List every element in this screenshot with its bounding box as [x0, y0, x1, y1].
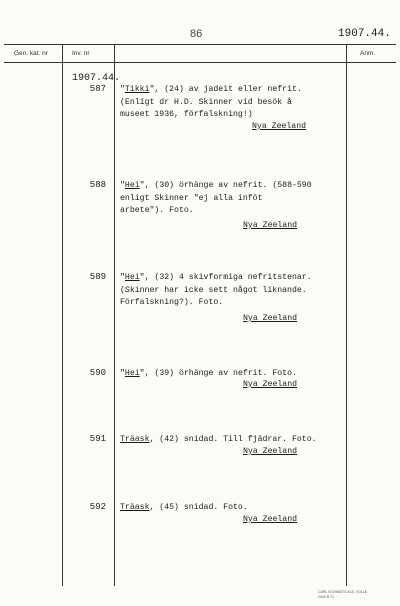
- inventory-number: 591: [89, 434, 106, 444]
- description-more: enligt Skinner "ej alla inföt arbete"). Foto.: [120, 193, 263, 215]
- column-header-anm: Anm.: [360, 50, 376, 57]
- object-term: Hei: [124, 273, 140, 282]
- description-more: (Enligt dr H.D. Skinner vid besök å museet 1936, förfalskning!): [120, 97, 292, 119]
- object-term: Hei: [124, 181, 140, 190]
- object-term: Träask: [120, 503, 150, 512]
- location: Nya Zeeland: [243, 447, 298, 456]
- inventory-number: 592: [89, 502, 106, 512]
- header-catalog-number: 1907.44.: [338, 28, 391, 40]
- object-term: Hei: [124, 369, 140, 378]
- location: Nya Zeeland: [243, 515, 298, 524]
- inventory-number: 587: [89, 84, 106, 94]
- entry-description: "Tikki", (24) av jadeit eller nefrit. (Enligt dr H.D. Skinner vid besök å museet 1936, förfalskning!): [120, 85, 302, 119]
- object-term: Tikki: [124, 85, 150, 94]
- location: Nya Zeeland: [252, 122, 307, 131]
- description-more: (Skinner har icke sett något liknande. Förfalskning?). Foto.: [120, 285, 307, 307]
- column-divider-1: [62, 44, 63, 586]
- location: Nya Zeeland: [243, 314, 298, 323]
- description-line: , (45) snidad. Foto.: [149, 503, 248, 512]
- description-line: ", (30) örhänge av nefrit. (588-590: [139, 181, 312, 190]
- entry-description: "Hei", (30) örhänge av nefrit. (588-590 enligt Skinner "ej alla inföt arbete"). Foto.: [120, 181, 312, 215]
- entry-description: "Hei", (39) örhänge av nefrit. Foto.: [120, 369, 297, 378]
- object-term: Träask: [120, 435, 150, 444]
- column-header-inv-nr: Inv. nr: [72, 50, 90, 57]
- entry-description: "Hei", (32) 4 skivformiga nefritstenar. (Skinner har icke sett något liknande. Förfalskning?). Foto.: [120, 273, 312, 307]
- column-header-gen-kat-nr: Gen. kat. nr: [14, 50, 48, 57]
- inventory-number: 588: [89, 180, 106, 190]
- catalog-reference: 1907.44.: [72, 73, 121, 84]
- column-divider-3: [346, 44, 347, 586]
- location: Nya Zeeland: [243, 221, 298, 230]
- inventory-number: 590: [89, 368, 106, 378]
- location: Nya Zeeland: [243, 380, 298, 389]
- column-divider-2: [114, 44, 115, 586]
- printer-mark: CARL SCHMIDTS ALS. VOLLE 2442 B 71: [318, 590, 368, 599]
- inventory-number: 589: [89, 272, 106, 282]
- entry-description: [120, 502, 345, 515]
- description-line: , (42) snidad. Till fjädrar. Foto.: [149, 435, 317, 444]
- description-line: ", (32) 4 skivformiga nefritstenar.: [139, 273, 312, 282]
- description-line: ", (39) örhänge av nefrit. Foto.: [139, 369, 297, 378]
- entry-description: [120, 434, 345, 447]
- description-line: ", (24) av jadeit eller nefrit.: [149, 85, 302, 94]
- page-number: 86: [190, 28, 203, 40]
